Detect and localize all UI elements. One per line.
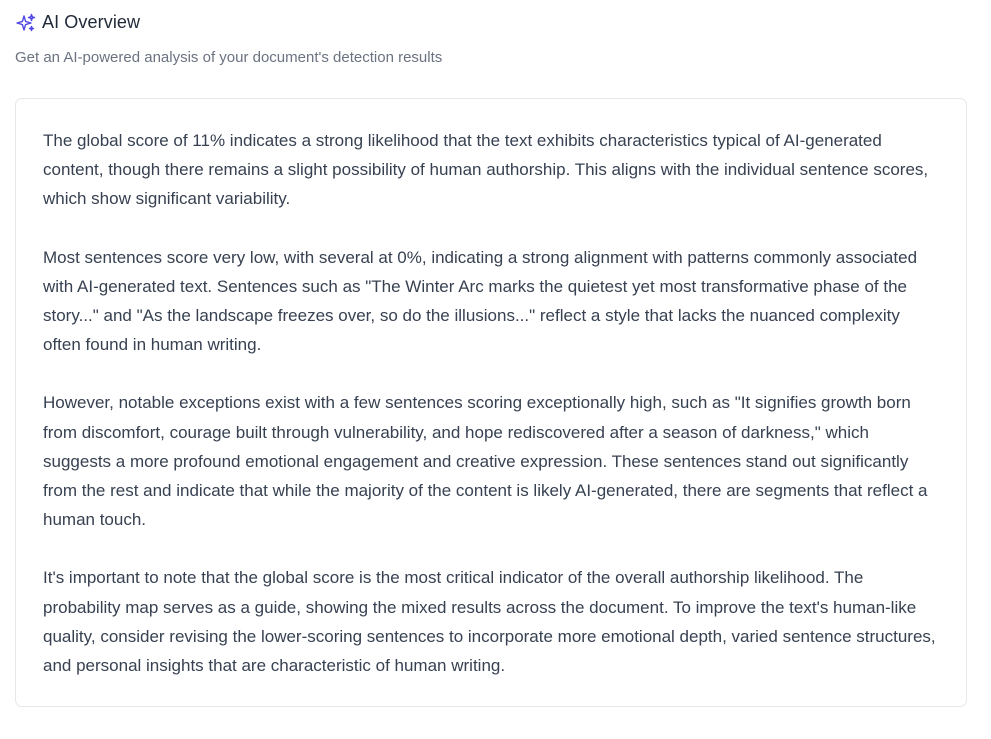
page-title: AI Overview (42, 12, 141, 32)
sparkles-icon (16, 13, 36, 33)
overview-paragraph-4: It's important to note that the global score is the most critical indicator of the overall authorship likelihood. The probability map serves as a guide, showing the mixed results across the document. To improve the text's human-like quality, consider revising the lower-scoring sentences to incorporate more emotional depth, varied sentence structures, and personal insights that are characteristic of human writing. (43, 568, 936, 676)
overview-card (15, 98, 967, 707)
page-subtitle: Get an AI-powered analysis of your document's detection results (15, 49, 443, 66)
overview-paragraph-3: However, notable exceptions exist with a few sentences scoring exceptionally high, such as "It signifies growth born from discomfort, courage built through vulnerability, and hope rediscovered after a season of darkness," which suggests a more profound emotional engagement and creative expression. These sentences stand out significantly from the rest and indicate that while the majority of the content is likely AI-generated, there are segments that reflect a human touch. (43, 393, 928, 530)
overview-paragraph-1: The global score of 11% indicates a strong likelihood that the text exhibits characteristics typical of AI-generated content, though there remains a slight possibility of human authorship. This aligns with the individual sentence scores, which show significant variability. (43, 131, 929, 209)
overview-paragraph-2: Most sentences score very low, with several at 0%, indicating a strong alignment with patterns commonly associated with AI-generated text. Sentences such as "The Winter Arc marks the quietest yet most transformative phase of the story..." and "As the landscape freezes over, so do the illusions..." reflect a style that lacks the nuanced complexity often found in human writing. (43, 247, 918, 355)
overview-header (16, 12, 140, 33)
